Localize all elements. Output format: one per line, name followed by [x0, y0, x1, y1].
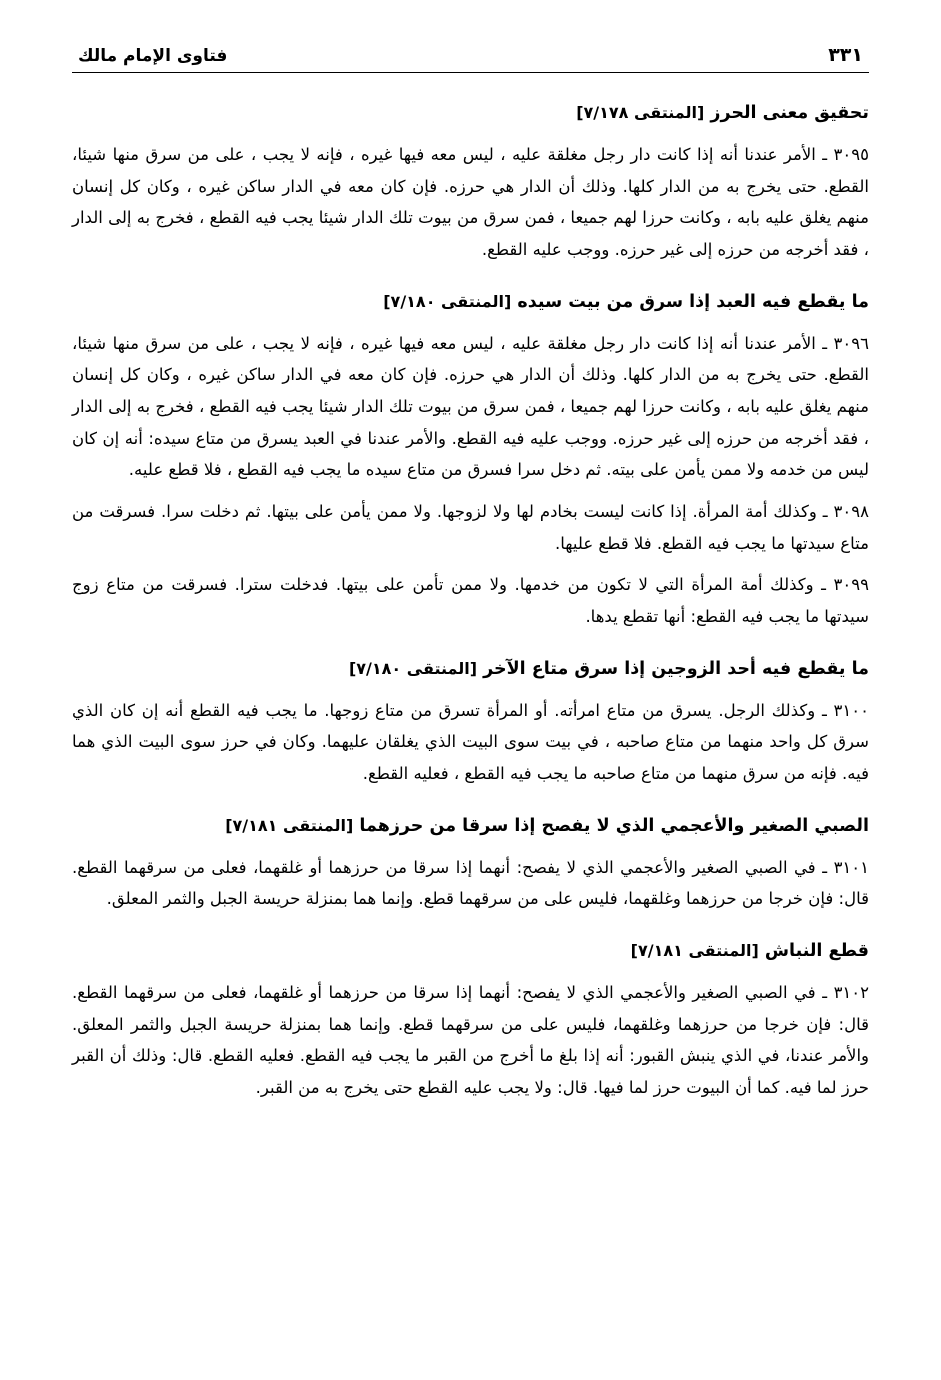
paragraph-3102: [72, 977, 869, 1104]
paragraph-text: في الصبي الصغير والأعجمي الذي لا يفصح: أنهما إذا سرقا من حرزهما أو غلقهما، فعلى من سرقهما القطع. قال: فإن خرجا من حرزهما وغلقهما، فليس على من سرقهما قطع. وإنما هما بمنزلة حريسة الجبل والثمر المعلق. والأمر عندنا، في الذي ينبش القبور: أنه إذا بلغ ما أخرج من القبر ما يجب فيه القطع. فعليه القطع. قال: وذلك أن القبر حرز لما فيه. كما أن البيوت حرز لما فيها. قال: ولا يجب عليه القطع حتى يخرج به من القبر.: [72, 983, 869, 1098]
paragraph-number: ٣٠٩٦ ـ: [822, 333, 869, 353]
paragraph-number: ٣١٠٠ ـ: [821, 700, 869, 720]
section-title: الصبي الصغير والأعجمي الذي لا يفصح إذا سرقا من حرزهما: [359, 815, 869, 836]
section-title: ما يقطع فيه العبد إذا سرق من بيت سيده: [517, 291, 869, 312]
section-title: قطع النباش: [764, 941, 869, 962]
book-title: فتاوى الإمام مالك: [78, 46, 228, 66]
paragraph-3099: [72, 569, 869, 632]
section-heading-zawjayn: [72, 655, 869, 683]
section-reference: [المنتقى ٧/١٧٨]: [576, 103, 705, 122]
paragraph-3100: [72, 695, 869, 790]
paragraph-3095: [72, 139, 869, 266]
paragraph-number: ٣١٠١ ـ: [822, 857, 870, 877]
paragraph-number: ٣١٠٢ ـ: [822, 983, 870, 1003]
paragraph-text: وكذلك الرجل. يسرق من متاع امرأته. أو المرأة تسرق من متاع زوجها. ما يجب فيه القطع أنه إن كان الذي سرق كل واحد منهما من متاع صاحبه ، في بيت سوى البيت الذي يغلقان عليهما. وكان في حرز سوى البيت الذي هما فيه. فإنه من سرق منهما من متاع صاحبه ما يجب فيه القطع ، فعليه القطع.: [72, 700, 869, 784]
paragraph-text: وكذلك أمة المرأة. إذا كانت ليست بخادم لها ولا لزوجها. ولا ممن يأمن على بيتها. ثم دخلت سرا. فسرقت من متاع سيدتها ما يجب فيه القطع. فلا قطع عليها.: [72, 502, 869, 553]
page-content: [72, 99, 869, 1104]
section-reference: [المنتقى ٧/١٨١]: [225, 815, 354, 835]
section-heading-abd-sariq: [72, 288, 869, 316]
section-heading-nabbash: [72, 937, 869, 965]
paragraph-3101: [72, 852, 869, 915]
section-heading-sabi: [72, 812, 869, 840]
section-reference: [المنتقى ٧/١٨٠]: [348, 658, 478, 678]
paragraph-text: وكذلك أمة المرأة التي لا تكون من خدمها. ولا ممن تأمن على بيتها. فدخلت سترا. فسرقت من متاع زوج سيدتها ما يجب فيه القطع: أنها تقطع يدها.: [72, 575, 869, 627]
header-divider: [72, 72, 869, 73]
paragraph-text: الأمر عندنا أنه إذا كانت دار رجل مغلقة عليه ، ليس معه فيها غيره ، فإنه لا يجب ، على من سرق منها شيئا، القطع. حتى يخرج به من الدار كلها. وذلك أن الدار هي حرزه. فإن كان معه في الدار ساكن غيره ، وكان كل إنسان منهم يغلق عليه بابه ، وكانت حرزا لهم جميعا ، فمن سرق من بيوت تلك الدار شيئا يجب فيه القطع ، فخرج به إلى الدار ، فقد أخرجه من حرزه إلى غير حرزه. ووجب عليه القطع.: [72, 145, 869, 260]
section-heading-hirz: [72, 99, 869, 127]
page-header: [72, 44, 869, 66]
section-title: تحقيق معنى الحرز: [710, 103, 869, 123]
paragraph-number: ٣٠٩٥ ـ: [822, 145, 869, 164]
page-number: ٣٣١: [828, 44, 863, 66]
paragraph-3096: [72, 328, 869, 486]
section-reference: [المنتقى ٧/١٨١]: [630, 941, 759, 961]
paragraph-text: الأمر عندنا أنه إذا كانت دار رجل مغلقة عليه ، ليس معه فيها غيره ، فإنه لا يجب ، على من سرق منها شيئا، القطع. حتى يخرج به من الدار كلها. وذلك أن الدار هي حرزه. فإن كان معه في الدار ساكن غيره ، وكان كل إنسان منهم يغلق عليه بابه ، وكانت حرزا لهم جميعا ، فمن سرق من بيوت تلك الدار شيئا يجب فيه القطع ، فخرج به إلى الدار ، فقد أخرجه من حرزه إلى غير حرزه. ووجب عليه فيه القطع. والأمر عندنا في العبد يسرق من متاع سيده: أنه إن كان ليس من خدمه ولا ممن يأمن على بيته. ثم دخل سرا فسرق من متاع سيده ما يجب فيه القطع ، فلا قطع عليه.: [72, 333, 869, 480]
section-title: ما يقطع فيه أحد الزوجين إذا سرق متاع الآخر: [483, 658, 869, 679]
section-reference: [المنتقى ٧/١٨٠]: [383, 291, 512, 311]
paragraph-text: في الصبي الصغير والأعجمي الذي لا يفصح: أنهما إذا سرقا من حرزهما أو غلقهما، فعلى من سرقهما القطع. قال: فإن خرجا من حرزهما وغلقهما، فليس على من سرقهما قطع. وإنما هما بمنزلة حريسة الجبل والثمر المعلق.: [72, 857, 869, 909]
paragraph-number: ٣٠٩٩ ـ: [821, 575, 869, 595]
paragraph-3098: [72, 496, 869, 559]
paragraph-number: ٣٠٩٨ ـ: [822, 502, 869, 522]
